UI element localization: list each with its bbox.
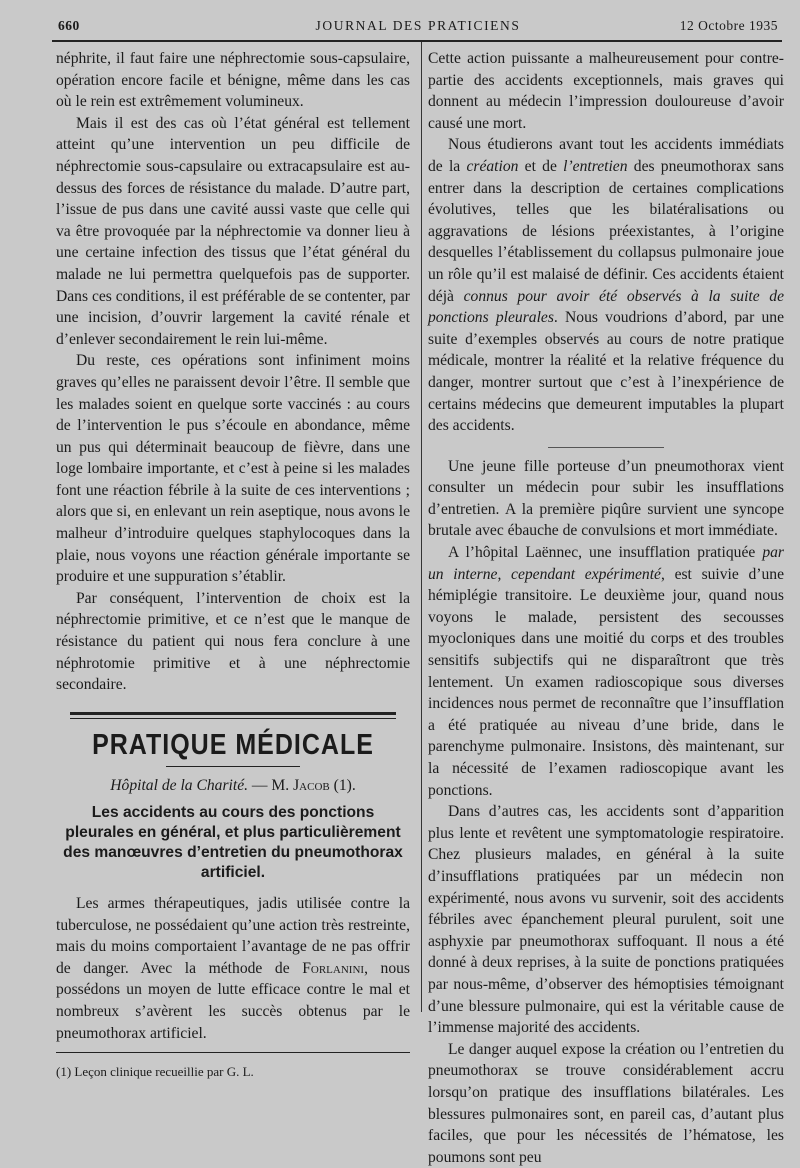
paragraph: Cette action puissante a malheureusement pour contre-partie des accidents exceptionnels, mais graves qui donnent au médecin l’impression douloureuse d’avoir causé une mort. <box>428 50 784 132</box>
paragraph: Nous étudierons avant tout les accidents immédiats de la création et de l’entretien des pneumothorax sans entrer dans la description de certaines complications évolutives, telles que les bilatéralisations ou aggravations de lésions préexistantes, à l’origine desquelles l’établissement du collapsus pulmonaire joue un rôle qu’il est malaisé de définir. Ces accidents étaient déjà connus pour avoir été observés à la suite de ponctions pleurales. Nous voudrions d’abord, par une suite d’exemples observés au cours de notre pratique médicale, montrer la réalité et la relative fréquence du danger, montrer surtout que c’est à l’inexpérience de certains médecins que demeurent imputables la plupart des accidents. <box>428 136 785 435</box>
paragraph: Une jeune fille porteuse d’un pneumothorax vient consulter un médecin pour subir les insufflations d’entretien. A la première piqûre survient une syncope brutale avec ébauche de convulsions et mort immédiate. <box>428 457 784 540</box>
paragraph: A l’hôpital Laënnec, une insufflation pratiquée par un interne, cependant expérimenté, est suivie d’une hémiplégie transitoire. Le deuxième jour, quand nous voyons le malade, persistent des secousses myocloniques dans une moitié du corps et des troubles sensitifs subjectifs qui ne disparaîtront que très lentement. Un examen radioscopique sous diverses incidences nous permet de reconnaître que l’insufflation a été pratiquée au niveau d’une bride, dans le parenchyme pulmonaire. Insistons, dès maintenant, sur la nécessité de l’examen radioscopique avant les ponctions. <box>428 544 784 799</box>
header-rule <box>52 40 782 42</box>
section-title: PRATIQUE MÉDICALE <box>92 728 374 761</box>
article-byline: Hôpital de la Charité. — M. Jacob (1). <box>110 777 356 795</box>
section-rule-short <box>166 766 300 767</box>
section-rules <box>56 712 410 719</box>
right-column <box>428 48 784 1168</box>
paragraph: néphrite, il faut faire une néphrectomie sous-capsulaire, opération encore facile et bénigne, même dans les cas où le rein est extrêmement volumineux. <box>56 50 410 111</box>
paragraph: Mais il est des cas où l’état général est tellement atteint qu’une intervention un peu difficile de néphrectomie sous-capsulaire ou extracapsulaire est au-dessus des forces de résistance du malade. D’autre part, l’issue de pus dans une cavité aussi vaste que celle qui va être provoquée par la néphrectomie va donner lieu à une certaine infection des tissus que l’état général du malade ne lui permettra quelquefois pas de supporter. Dans ces conditions, il est préférable de se contenter, par une incision, d’ouvrir largement la cavité rénale et d’enlever secondairement le rein lui-même. <box>56 114 410 348</box>
paragraph: Les armes thérapeutiques, jadis utilisée contre la tuberculose, ne possédaient qu’une action très restreinte, mais du moins comportaient l’avantage de ne pas offrir de danger. Avec la méthode de Forlanini, nous possédons un moyen de lutte efficace contre le mal et nombreux s’avèrent les succès obtenus par le pneumothorax artificiel. <box>56 895 410 1042</box>
footnote: (1) Leçon clinique recueillie par G. L. <box>56 1064 254 1080</box>
byline-author: Jacob <box>293 777 330 795</box>
article-title: Les accidents au cours des ponctions pleurales en général, et plus particulièrement des manœuvres d’entretien du pneumothorax artificiel. <box>63 804 403 881</box>
byline-hospital: Hôpital de la Charité. <box>110 777 249 795</box>
column-divider <box>421 42 422 1012</box>
paragraph: Dans d’autres cas, les accidents sont d’apparition plus lente et revêtent une symptomatologie respiratoire. Chez plusieurs malades, en général à la suite d’insufflations pratiquées par un médecin non expérimenté, nous avons vu survenir, soit des accidents fébriles avec épanchement pleural purulent, soit une asphyxie par pneumothorax suffoquant. Il nous a été donné à deux reprises, à la suite de ponctions pratiquées par nous-même, d’observer des hémoptisies témoignant d’une blessure pulmonaire, qui est la véritable cause de l’immense majorité des accidents. <box>428 803 784 1037</box>
cited-name: Forlanini <box>302 959 365 977</box>
paragraph-separator <box>548 447 664 448</box>
paragraph: Par conséquent, l’intervention de choix est la néphrectomie primitive, et ce n’est que le manque de résistance du patient qui nous fera conclure à une néphrotomie primitive et à une néphrectomie secondaire. <box>56 589 410 694</box>
journal-title: JOURNAL DES PRATICIENS <box>315 18 521 33</box>
left-column <box>56 48 410 1083</box>
page-number: 660 <box>58 18 80 33</box>
page-header <box>58 14 778 38</box>
footnote-rule <box>56 1052 410 1053</box>
paragraph: Du reste, ces opérations sont infiniment moins graves qu’elles ne paraissent devoir l’être. Il semble que les malades soient en quelque sorte vaccinés : au cours de l’intervention le pus s’écoule en abondance, même un pus qui déterminait beaucoup de fièvre, dans une loge lombaire importante, et c’est à peine si les malades font une réaction fébrile à la suite de ces interventions ; alors que si, en enlevant un rein aseptique, nous avons le malheur d’introduire quelques staphylocoques dans la plaie, nous voyons une réaction générale importante se produire et une suppuration s’établir. <box>56 352 410 586</box>
paragraph: Le danger auquel expose la création ou l’entretien du pneumothorax se trouve considérablement accru lorsqu’on pratique des insufflations bilatérales. Les blessures pulmonaires sont, en pareil cas, d’autant plus faciles, que pour les nécessités de l’hématose, les poumons sont peu <box>428 1040 784 1166</box>
issue-date: 12 Octobre 1935 <box>679 18 778 33</box>
